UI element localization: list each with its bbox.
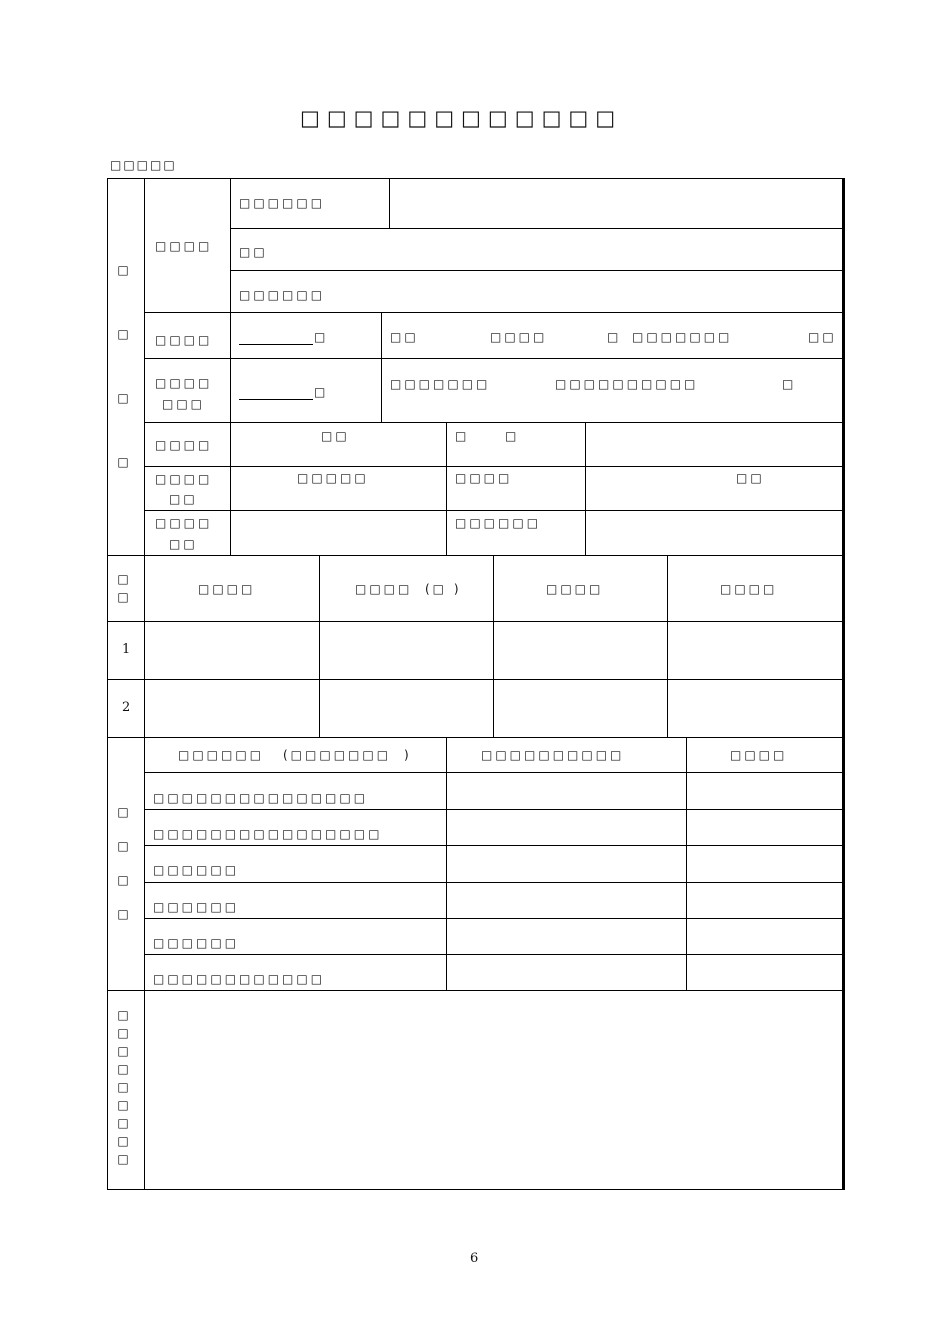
row3-underline — [239, 399, 313, 400]
row5-field-c: □□ — [736, 471, 765, 485]
row3-field-c: □ — [782, 377, 797, 391]
row4-field-c: □ — [505, 429, 520, 443]
row5-field-a: □□□□□ — [297, 471, 369, 485]
section3-header-a2: (□□□□□□□ — [283, 748, 392, 762]
row5-label-line2: □□ — [169, 492, 198, 506]
section3-header-b: □□□□□□□□□□ — [481, 748, 625, 762]
section3-header-c: □□□□ — [730, 748, 788, 762]
row6-field-a: □□□□□□ — [455, 516, 542, 530]
row4-label: □□□□ — [155, 438, 213, 452]
row5-field-b: □□□□ — [455, 471, 513, 485]
section3-item-5: □□□□□□ — [153, 936, 240, 950]
legal-rep-label: □□□□□□ — [239, 288, 326, 302]
row2-suffix: □ — [314, 330, 329, 344]
section3-header-a3: ) — [404, 748, 412, 762]
page-number: 6 — [470, 1251, 479, 1266]
row2-field-a: □□ — [390, 330, 419, 344]
section2-header-4: □□□□ — [720, 582, 778, 596]
section3-vertical-label: □ □ □ □ — [117, 805, 129, 921]
section2-header-3: □□□□ — [546, 582, 604, 596]
section2-index-label: □ □ — [117, 572, 129, 604]
row6-label-line1: □□□□ — [155, 516, 213, 530]
row-index-1: 1 — [122, 642, 131, 657]
row6-label-line2: □□ — [169, 537, 198, 551]
row2-label: □□□□ — [155, 333, 213, 347]
section1-vertical-label: □ □ □ □ — [117, 263, 129, 469]
section3-item-2: □□□□□□□□□□□□□□□□ — [153, 827, 383, 841]
row3-field-a: □□□□□□□ — [390, 377, 491, 391]
row3-label-line2: □□□ — [162, 397, 206, 411]
section3-item-3: □□□□□□ — [153, 863, 240, 877]
address-label: □□ — [239, 245, 268, 259]
section3-header-a: □□□□□□ — [178, 748, 265, 762]
section3-item-6: □□□□□□□□□□□□ — [153, 972, 326, 986]
row4-field-a: □□ — [321, 429, 350, 443]
section3-item-4: □□□□□□ — [153, 900, 240, 914]
section2-header-2-unit: (□ ) — [425, 582, 462, 596]
row2-field-c: □ — [607, 330, 622, 344]
form-title: □□□□□□□□□□□□ — [300, 106, 623, 130]
form-number: □□□□□ — [110, 158, 177, 172]
section2-header-2: □□□□ — [355, 582, 413, 596]
unit-label: □□□□ — [155, 239, 213, 253]
unit-name-label: □□□□□□ — [239, 196, 326, 210]
row2-field-b: □□□□ — [490, 330, 548, 344]
section2-header-1: □□□□ — [198, 582, 256, 596]
row2-field-d: □□□□□□□ — [632, 330, 733, 344]
section3-item-1: □□□□□□□□□□□□□□□ — [153, 791, 369, 805]
row2-field-e: □□ — [808, 330, 837, 344]
row3-field-b: □□□□□□□□□□ — [555, 377, 699, 391]
row3-label-line1: □□□□ — [155, 376, 213, 390]
section4-vertical-label: □ □ □ □ □ □ □ □ □ — [117, 1008, 129, 1166]
row5-label-line1: □□□□ — [155, 472, 213, 486]
row4-field-b: □ — [455, 429, 470, 443]
row3-suffix: □ — [314, 385, 329, 399]
row2-underline — [239, 344, 313, 345]
row-index-2: 2 — [122, 700, 131, 715]
